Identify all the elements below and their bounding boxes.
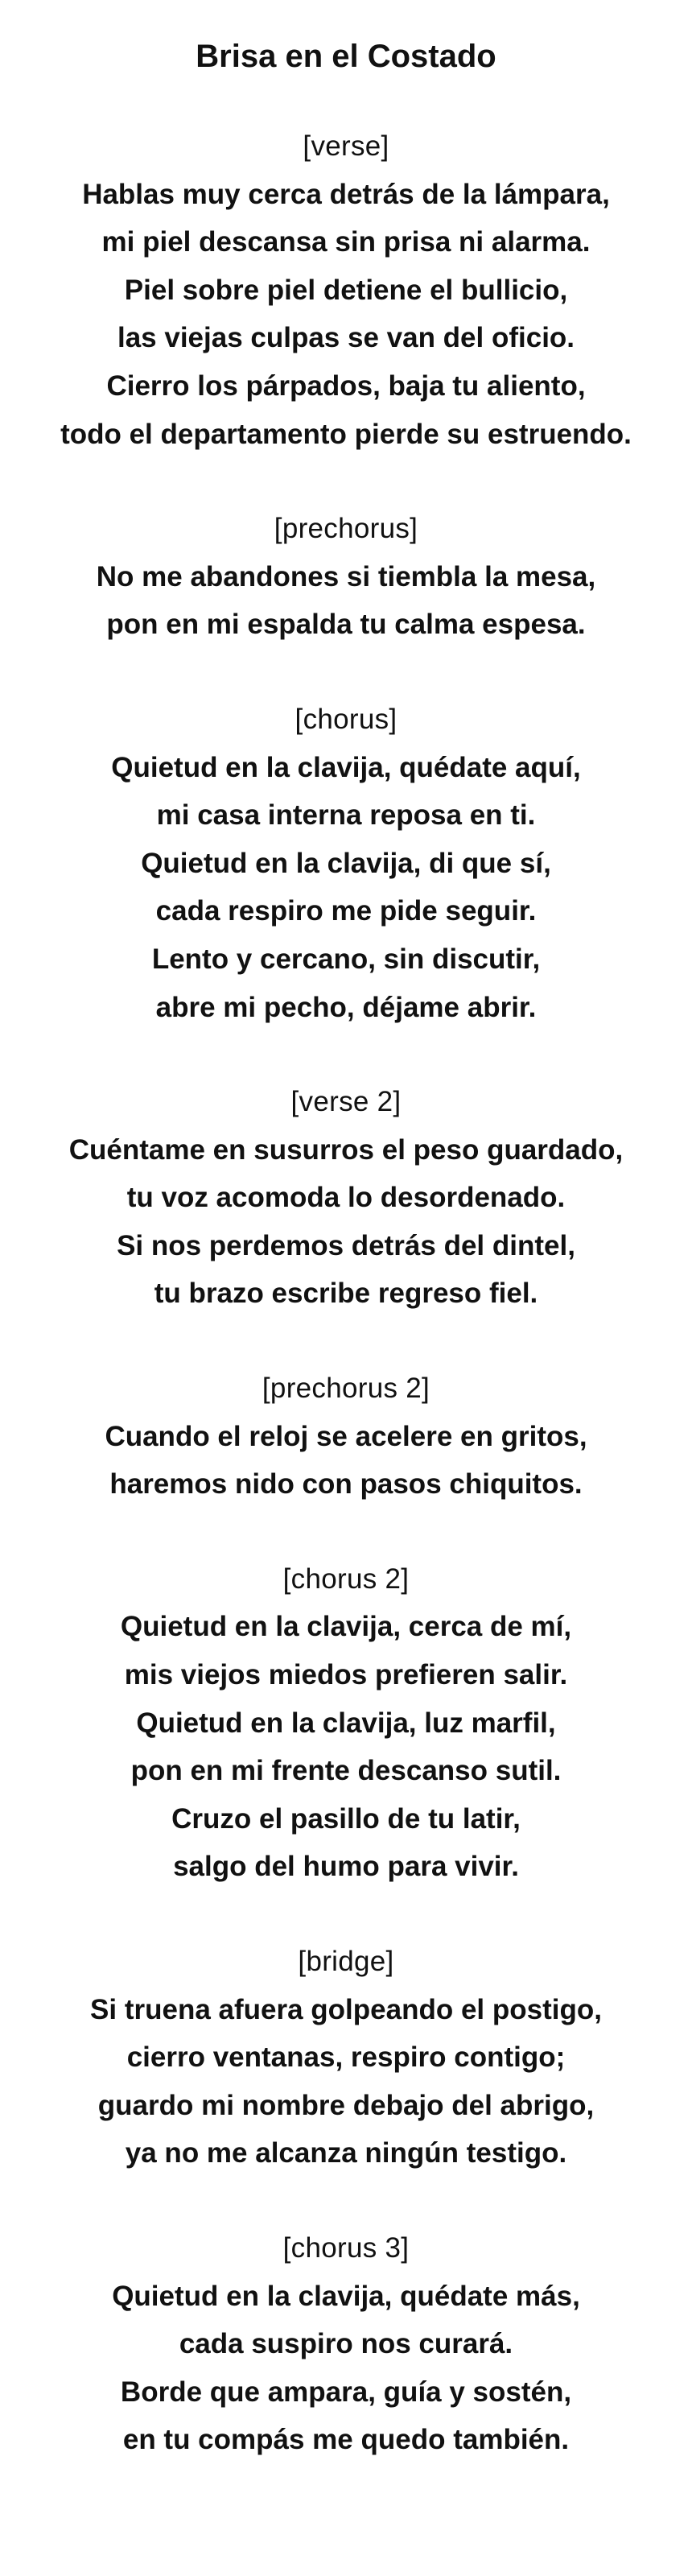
lyrics-section xyxy=(0,696,692,1031)
lyric-line: Cuéntame en susurros el peso guardado, xyxy=(68,1133,624,1166)
section-label: [verse 2] xyxy=(290,1086,402,1118)
lyric-line: Si truena afuera golpeando el postigo, xyxy=(90,1993,602,2025)
lyric-line: guardo mi nombre debajo del abrigo, xyxy=(97,2089,595,2121)
lyric-line: Quietud en la clavija, cerca de mí, xyxy=(120,1611,572,1643)
lyric-line: mis viejos miedos prefieren salir. xyxy=(124,1659,568,1691)
lyrics-body xyxy=(0,122,692,2464)
lyric-line: todo el departamento pierde su estruendo. xyxy=(60,418,632,450)
lyric-line: cada suspiro nos curará. xyxy=(179,2328,513,2360)
lyric-line: Quietud en la clavija, quédate aquí, xyxy=(111,751,581,783)
lyric-line: en tu compás me quedo también. xyxy=(122,2424,570,2456)
lyric-line: mi casa interna reposa en ti. xyxy=(156,799,536,832)
lyric-line: pon en mi frente descanso sutil. xyxy=(130,1755,562,1787)
lyric-line: tu voz acomoda lo desordenado. xyxy=(126,1182,566,1214)
lyric-line: Quietud en la clavija, luz marfil, xyxy=(136,1707,556,1739)
lyric-line: Si nos perdemos detrás del dintel, xyxy=(117,1229,575,1261)
lyrics-section xyxy=(0,1078,692,1318)
lyric-line: mi piel descansa sin prisa ni alarma. xyxy=(101,226,591,258)
lyric-line: Quietud en la clavija, quédate más, xyxy=(112,2280,580,2312)
section-label: [chorus 2] xyxy=(282,1563,410,1595)
section-label: [prechorus] xyxy=(274,513,418,545)
lyric-line: Cruzo el pasillo de tu latir, xyxy=(171,1802,521,1835)
lyrics-section xyxy=(0,1555,692,1891)
lyrics-section xyxy=(0,1938,692,2178)
section-label: [chorus] xyxy=(295,703,397,735)
section-label: [verse] xyxy=(303,130,389,162)
song-title: Brisa en el Costado xyxy=(196,39,496,74)
lyric-line: ya no me alcanza ningún testigo. xyxy=(125,2137,567,2169)
lyrics-section xyxy=(0,2224,692,2464)
section-label: [chorus 3] xyxy=(282,2231,410,2264)
lyric-line: Hablas muy cerca detrás de la lámpara, xyxy=(82,178,610,210)
lyric-line: Lento y cercano, sin discutir, xyxy=(151,943,541,975)
lyric-line: Quietud en la clavija, di que sí, xyxy=(141,847,551,879)
lyric-line: cierro ventanas, respiro contigo; xyxy=(126,2041,566,2074)
lyric-line: tu brazo escribe regreso fiel. xyxy=(154,1278,538,1310)
lyric-line: abre mi pecho, déjame abrir. xyxy=(155,991,537,1023)
lyric-line: las viejas culpas se van del oficio. xyxy=(117,322,575,354)
lyric-line: Cuando el reloj se acelere en gritos, xyxy=(105,1420,587,1452)
lyric-line: pon en mi espalda tu calma espesa. xyxy=(106,609,586,641)
lyric-line: Piel sobre piel detiene el bullicio, xyxy=(124,274,568,306)
section-label: [prechorus 2] xyxy=(262,1373,430,1405)
section-label: [bridge] xyxy=(298,1946,394,1977)
lyric-line: Cierro los párpados, baja tu aliento, xyxy=(106,369,586,402)
lyric-line: haremos nido con pasos chiquitos. xyxy=(109,1468,583,1501)
lyrics-section xyxy=(0,122,692,458)
lyric-line: salgo del humo para vivir. xyxy=(173,1851,519,1883)
lyrics-section xyxy=(0,505,692,649)
lyric-line: No me abandones si tiembla la mesa, xyxy=(96,560,596,592)
lyrics-section xyxy=(0,1364,692,1509)
lyric-line: cada respiro me pide seguir. xyxy=(155,895,537,927)
lyric-line: Borde que ampara, guía y sostén, xyxy=(120,2376,572,2408)
